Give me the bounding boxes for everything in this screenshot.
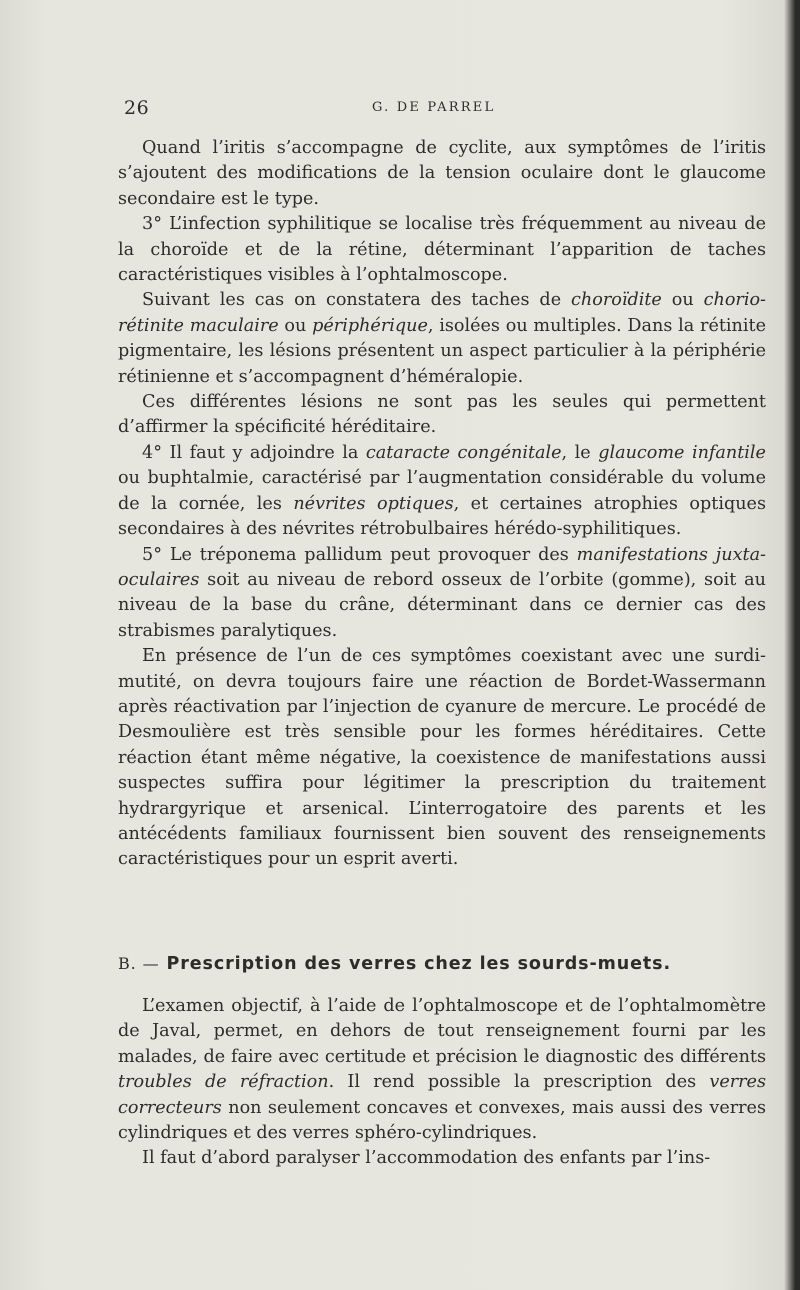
text-run: non seulement concaves et convexes, mais aussi des verres cylindriques et des verres sphéro-cylindriques.	[118, 1097, 766, 1144]
paragraph	[118, 1146, 766, 1171]
text-run: 3° L’infection syphilitique se localise très fréquemment au niveau de la choroïde et de la rétine, déterminant l’apparition de taches caractéristiques visibles à l’ophtalmoscope.	[118, 214, 766, 286]
text-run: soit au niveau de rebord osseux de l’orbite (gomme), soit au niveau de la base du crâne, déterminant dans ce dernier cas des strabismes paralytiques.	[118, 569, 766, 641]
italic-term: manifestations juxta-oculaires	[118, 544, 766, 590]
page-header	[0, 97, 800, 119]
paragraph	[118, 543, 766, 645]
text-run: . Il rend possible la prescription des	[328, 1072, 710, 1093]
text-run: Quand l’iritis s’accompagne de cyclite, aux symptômes de l’iritis s’ajoutent des modifications de la tension oculaire dont le glaucome secondaire est le type.	[118, 138, 766, 209]
italic-term: périphérique	[312, 315, 428, 336]
paragraph	[118, 994, 766, 1146]
section-heading	[118, 954, 766, 974]
text-run: Suivant les cas on constatera des taches de	[142, 290, 572, 311]
italic-term: choroïdite	[571, 290, 662, 311]
paragraph	[118, 390, 766, 441]
text-run: Il faut d’abord paralyser l’accommodation des enfants par l’ins-	[142, 1148, 711, 1169]
text-run: ou buphtalmie, caractérisé par l’augmentation considérable du volume de la cornée, les	[118, 468, 766, 514]
text-run: , le	[561, 442, 599, 463]
italic-term: cataracte congénitale	[365, 442, 562, 463]
text-run: , et certaines atrophies optiques secondaires à des névrites rétrobulbaires hérédo-syphilitiques.	[118, 493, 766, 540]
italic-term: troubles de réfraction	[118, 1072, 329, 1093]
paragraph	[118, 644, 766, 873]
text-run: L’examen objectif, à l’aide de l’ophtalmoscope et de l’ophtalmomètre de Javal, permet, en dehors de tout renseignement fourni par les malades, de faire avec certitude et précision le diagnostic des différents	[118, 996, 766, 1067]
running-title: G. DE PARREL	[372, 100, 496, 115]
italic-term: névrites optiques	[293, 493, 454, 514]
italic-term: verres correcteurs	[118, 1072, 766, 1118]
italic-term: glaucome infantile	[598, 442, 766, 463]
paragraph	[118, 212, 766, 288]
text-run: ou	[278, 315, 313, 336]
paragraph	[118, 136, 766, 212]
body-text-top	[118, 136, 766, 873]
page-number: 26	[124, 97, 150, 119]
italic-term: chorio-rétinite maculaire	[118, 290, 766, 336]
body-text-bottom	[118, 994, 766, 1172]
text-run: ou	[661, 290, 704, 311]
text-run: 4° Il faut y adjoindre la	[142, 442, 366, 463]
section-letter: B. —	[118, 954, 160, 973]
paragraph	[118, 441, 766, 543]
paragraph	[118, 288, 766, 390]
text-run: 5° Le tréponema pallidum peut provoquer des	[142, 544, 577, 565]
text-run: En présence de l’un de ces symptômes coexistant avec une surdi-mutité, on devra toujours faire une réaction de Bordet-Wassermann après réactivation par l’injection de cyanure de mercure. Le procédé de Desmoulière est très sensible pour les formes héréditaires. Cette réaction étant même négative, la coexistence de manifestations aussi suspectes suffira pour légitimer la prescription du traitement hydrargyrique et arsenical. L’interrogatoire des parents et les antécédents familiaux fournissent bien souvent des renseignements caractéristiques pour un esprit averti.	[118, 646, 766, 870]
text-run: Ces différentes lésions ne sont pas les seules qui permettent d’affirmer la spécificité héréditaire.	[118, 392, 766, 438]
text-run: , isolées ou multiples. Dans la rétinite pigmentaire, les lésions présentent un aspect particulier à la périphérie rétinienne et s’accompagnent d’héméralopie.	[118, 315, 766, 387]
section-title: Prescription des verres chez les sourds-muets.	[166, 954, 672, 974]
